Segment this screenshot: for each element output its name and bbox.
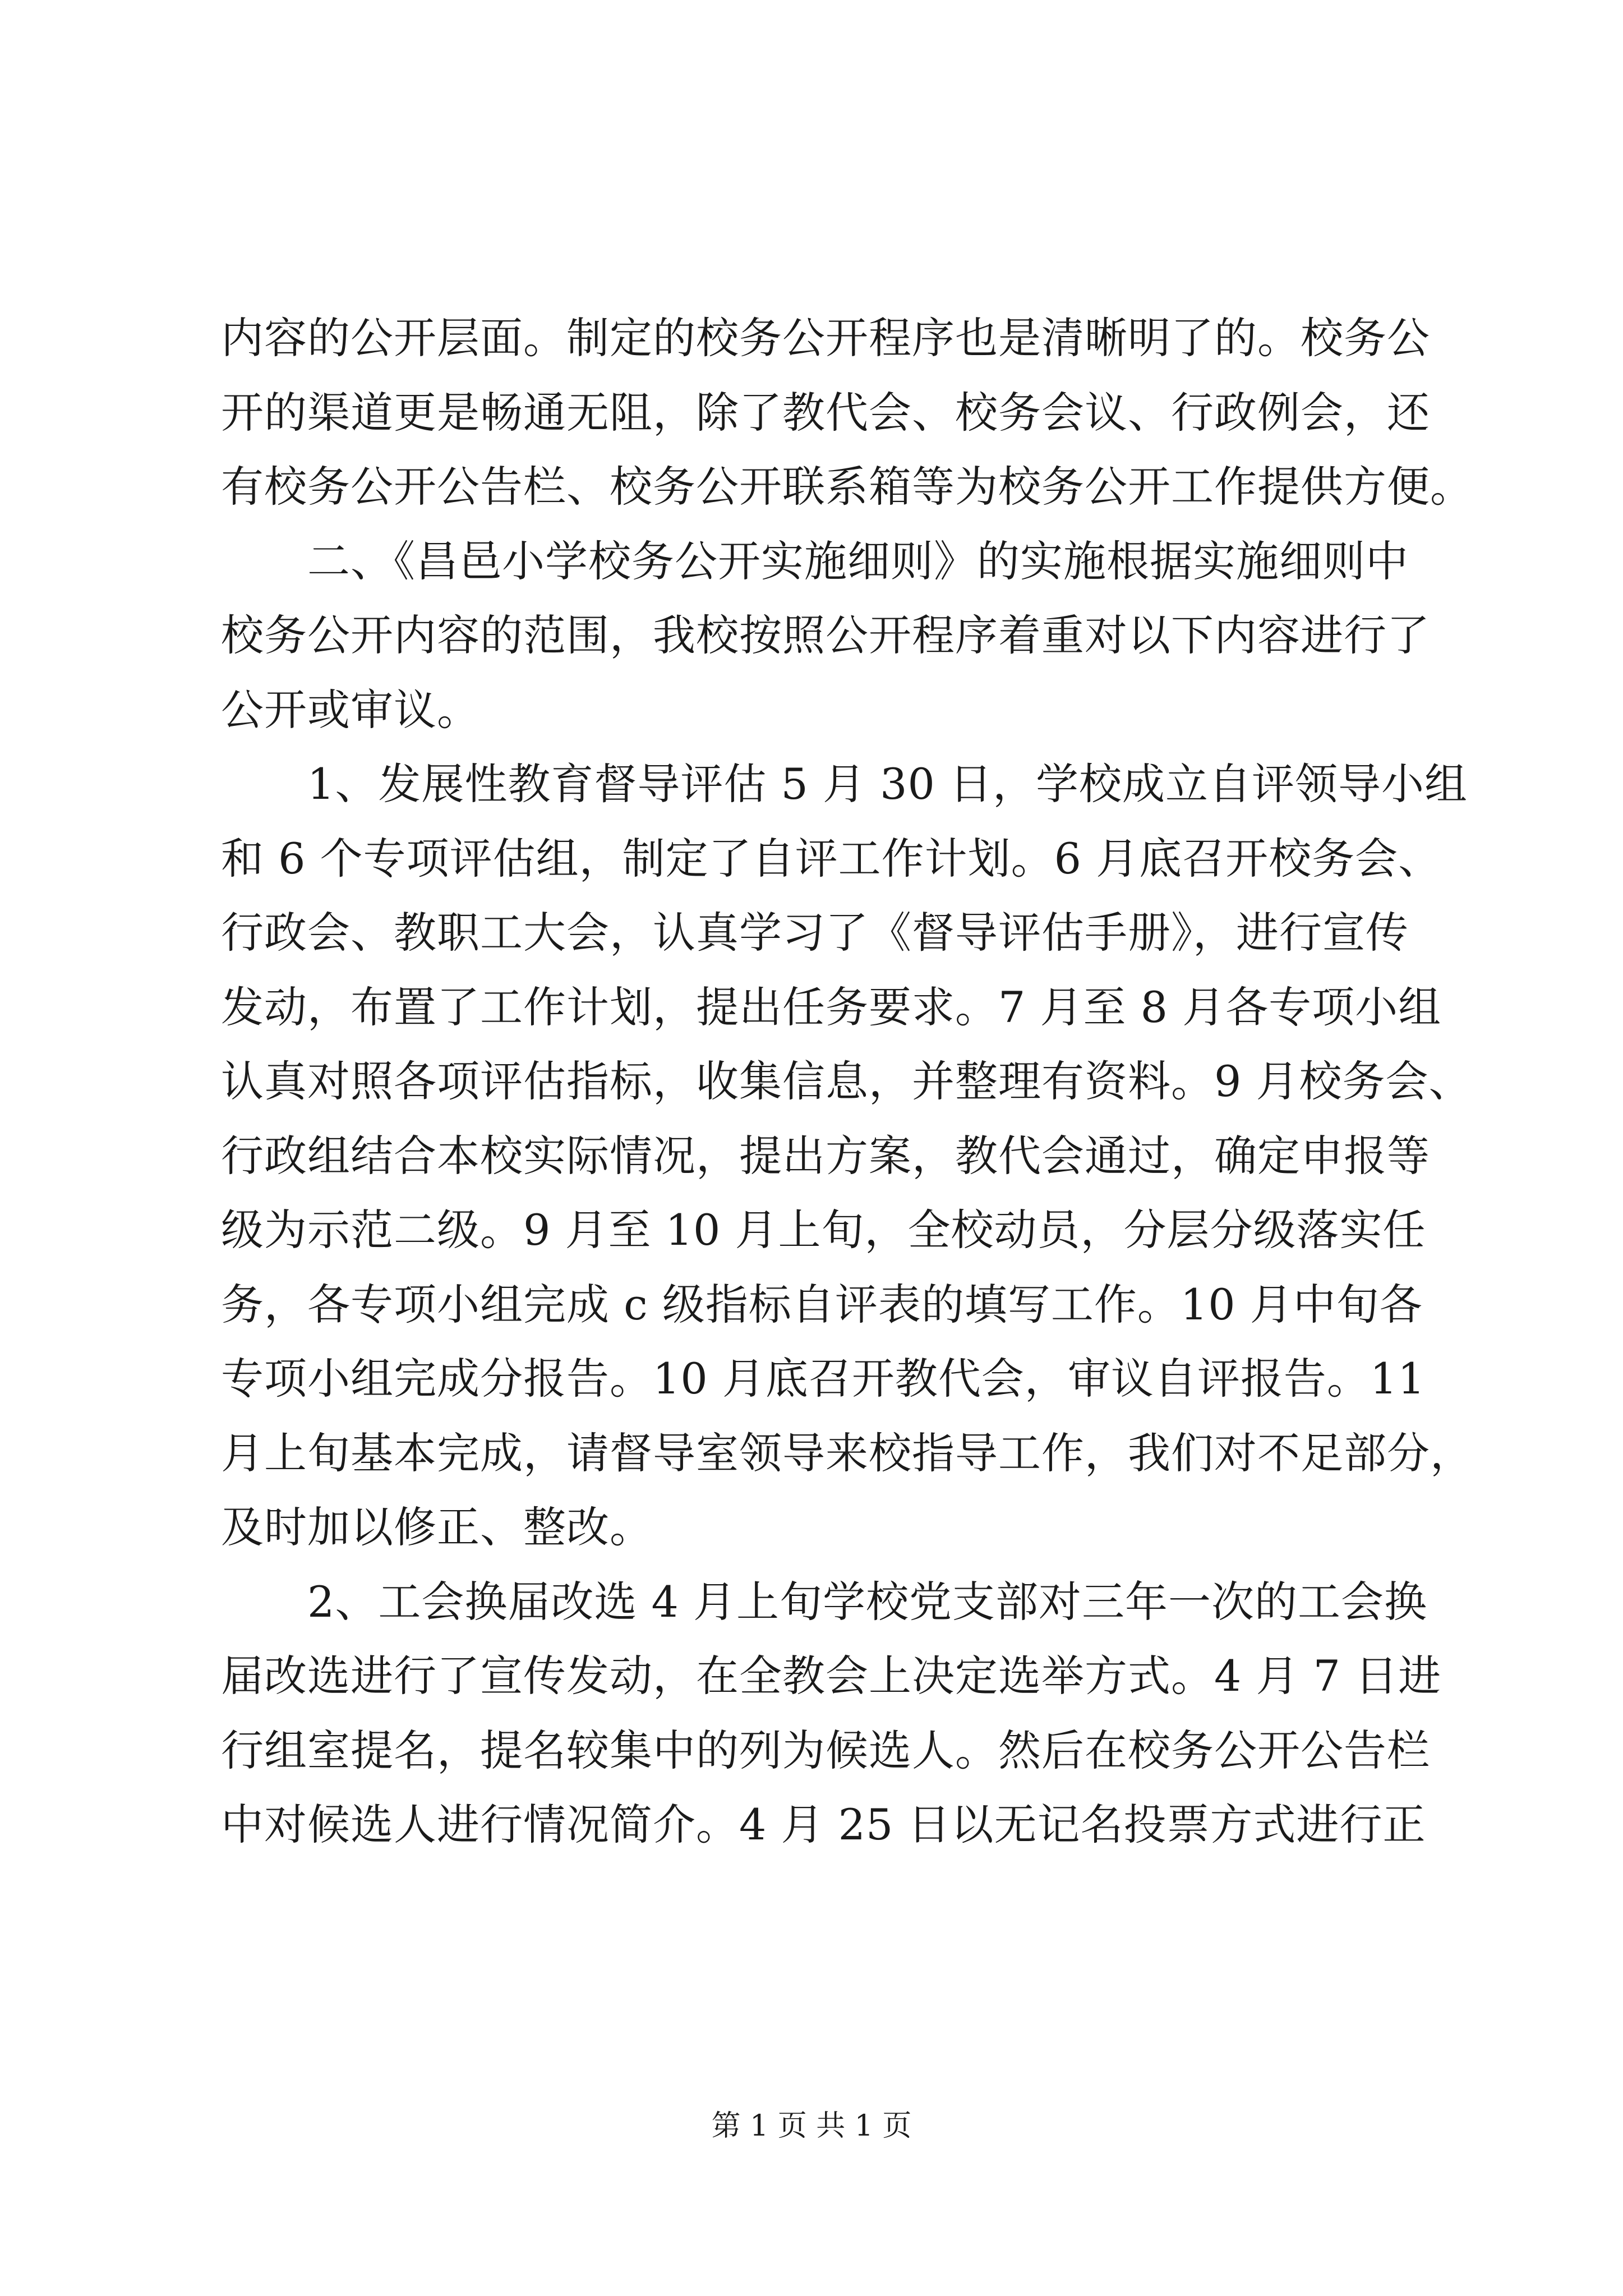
body-line: 内容的公开层面。制定的校务公开程序也是清晰明了的。校务公 bbox=[221, 313, 1430, 363]
body-line: 认真对照各项评估指标，收集信息，并整理有资料。9 月校务会、 bbox=[221, 1056, 1472, 1106]
body-line: 行组室提名，提名较集中的列为候选人。然后在校务公开公告栏 bbox=[221, 1726, 1430, 1775]
body-line: 有校务公开公告栏、校务公开联系箱等为校务公开工作提供方便。 bbox=[221, 462, 1473, 512]
body-line: 务，各专项小组完成 c 级指标自评表的填写工作。10 月中旬各 bbox=[221, 1280, 1423, 1329]
body-line: 和 6 个专项评估组，制定了自评工作计划。6 月底召开校务会、 bbox=[221, 834, 1442, 884]
body-line: 2、工会换届改选 4 月上旬学校党支部对三年一次的工会换 bbox=[221, 1577, 1428, 1627]
body-line: 月上旬基本完成，请督导室领导来校指导工作，我们对不足部分， bbox=[221, 1428, 1473, 1478]
body-line: 届改选进行了宣传发动，在全教会上决定选举方式。4 月 7 日进 bbox=[221, 1651, 1442, 1701]
body-line: 中对候选人进行情况简介。4 月 25 日以无记名投票方式进行正 bbox=[221, 1800, 1426, 1849]
body-line: 公开或审议。 bbox=[221, 685, 480, 735]
body-line: 及时加以修正、整改。 bbox=[221, 1502, 653, 1552]
body-line: 校务公开内容的范围，我校按照公开程序着重对以下内容进行了 bbox=[221, 610, 1430, 660]
body-line: 开的渠道更是畅通无阻，除了教代会、校务会议、行政例会，还 bbox=[221, 388, 1430, 438]
body-line: 专项小组完成分报告。10 月底召开教代会，审议自评报告。11 bbox=[221, 1354, 1426, 1404]
body-line: 行政组结合本校实际情况，提出方案，教代会通过，确定申报等 bbox=[221, 1131, 1430, 1181]
page-footer: 第 1 页 共 1 页 bbox=[711, 2109, 912, 2143]
body-line: 行政会、教职工大会，认真学习了《督导评估手册》，进行宣传 bbox=[221, 908, 1409, 958]
body-line: 1、发展性教育督导评估 5 月 30 日，学校成立自评领导小组 bbox=[221, 759, 1468, 809]
body-line: 二、《昌邑小学校务公开实施细则》的实施根据实施细则中 bbox=[221, 536, 1409, 586]
body-line: 级为示范二级。9 月至 10 月上旬，全校动员，分层分级落实任 bbox=[221, 1205, 1426, 1255]
body-line: 发动，布置了工作计划，提出任务要求。7 月至 8 月各专项小组 bbox=[221, 982, 1442, 1032]
